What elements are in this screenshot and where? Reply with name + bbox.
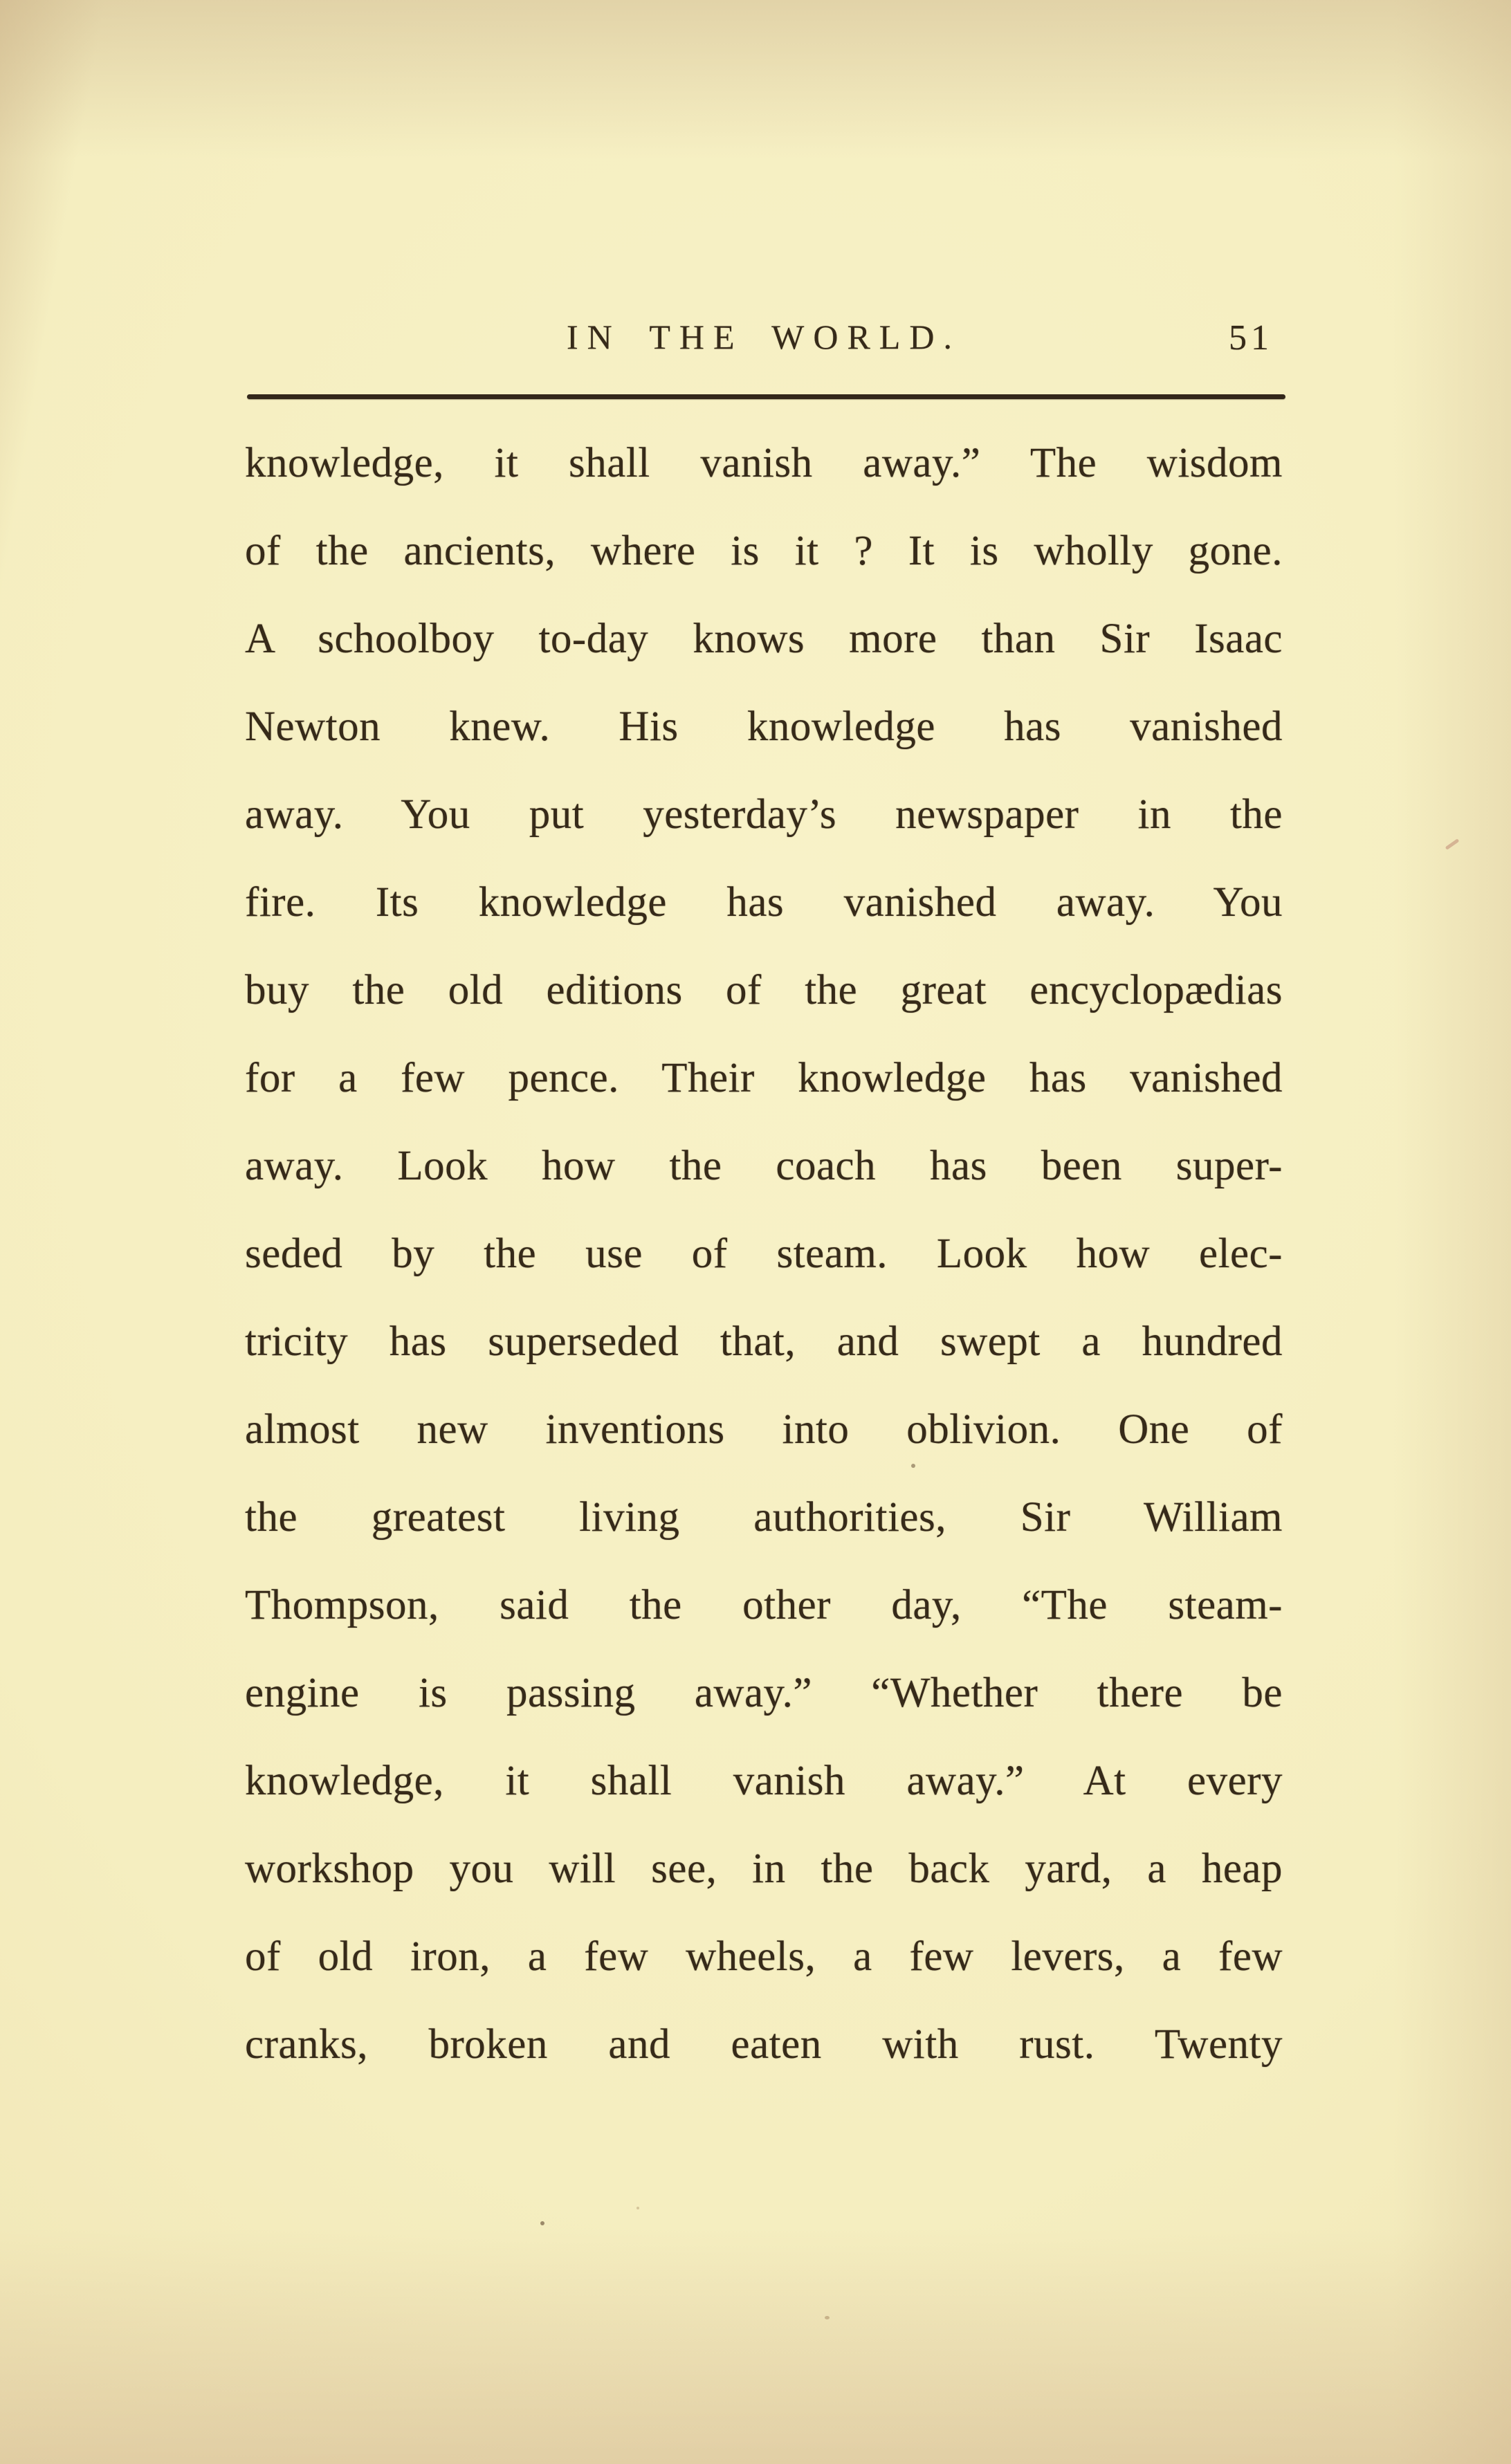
- text-line-3: A schoolboy to-day knows more than Sir Isaac: [245, 616, 1283, 662]
- text-line-8: for a few pence. Their knowledge has vanished: [245, 1055, 1283, 1101]
- text-line-5: away. You put yesterday’s newspaper in the: [245, 791, 1283, 838]
- text-line-17: workshop you will see, in the back yard, a heap: [245, 1846, 1283, 1892]
- running-header: [245, 309, 1283, 365]
- page-number: 51: [1229, 318, 1273, 358]
- text-line-7: buy the old editions of the great encyclopædias: [245, 967, 1283, 1013]
- text-line-14: Thompson, said the other day, “The steam-: [245, 1582, 1283, 1628]
- body-text-block: [245, 419, 1283, 2088]
- text-line-2: of the ancients, where is it ? It is wholly gone.: [245, 528, 1283, 574]
- text-line-10: seded by the use of steam. Look how elec-: [245, 1231, 1283, 1277]
- paper-speck: [1445, 838, 1460, 850]
- paper-speck: [911, 1464, 915, 1468]
- text-line-4: Newton knew. His knowledge has vanished: [245, 704, 1283, 750]
- text-line-18: of old iron, a few wheels, a few levers, a few: [245, 1933, 1283, 1980]
- text-line-1: knowledge, it shall vanish away.” The wisdom: [245, 440, 1283, 486]
- header-rule-divider: [247, 394, 1285, 399]
- paper-speck: [540, 2221, 544, 2225]
- text-line-15: engine is passing away.” “Whether there be: [245, 1670, 1283, 1716]
- text-line-11: tricity has superseded that, and swept a hundred: [245, 1318, 1283, 1365]
- paper-speck: [637, 2207, 639, 2209]
- text-line-13: the greatest living authorities, Sir William: [245, 1494, 1283, 1541]
- paper-speck: [825, 2316, 830, 2319]
- text-line-16: knowledge, it shall vanish away.” At every: [245, 1758, 1283, 1804]
- text-line-12: almost new inventions into oblivion. One of: [245, 1406, 1283, 1453]
- text-line-9: away. Look how the coach has been super-: [245, 1143, 1283, 1189]
- running-title: IN THE WORLD.: [567, 318, 961, 356]
- text-line-6: fire. Its knowledge has vanished away. You: [245, 879, 1283, 926]
- text-line-19: cranks, broken and eaten with rust. Twenty: [245, 2021, 1283, 2068]
